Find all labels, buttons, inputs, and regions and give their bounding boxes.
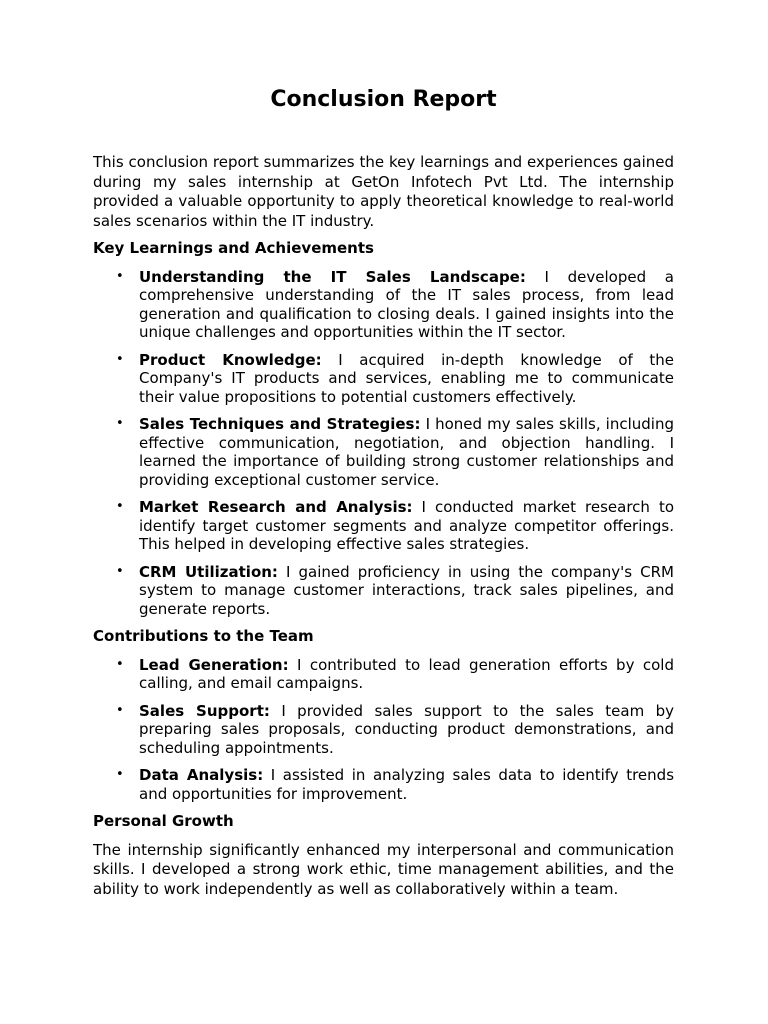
item-term: CRM Utilization: [139,562,278,581]
item-term: Product Knowledge: [139,350,322,369]
intro-paragraph: This conclusion report summarizes the key learnings and experiences gained during my sales internship at GetOn Infotech Pvt Ltd. The internship provided a valuable opportunity to apply theoretical knowledge to real-world sales scenarios within the IT industry. [93,153,674,230]
bullet-icon: • [116,499,124,514]
page-title: Conclusion Report [270,87,497,112]
item-term: Sales Techniques and Strategies: [139,415,421,433]
bullet-icon: • [116,563,124,579]
item-text: I gained proficiency in using the company's CRM system to manage customer interactions, track sales pipelines, and generate reports. [139,562,674,618]
list-item [116,562,674,619]
list-item [116,350,674,407]
list-item [116,498,674,554]
list-item [116,701,675,758]
bullet-icon: • [116,702,124,718]
bullet-icon: • [116,351,124,367]
item-term: Market Research and Analysis: [139,498,413,516]
document-body [93,153,674,899]
item-text: I acquired in-depth knowledge of the Company's IT products and services, enabling me to communicate their value propositions to potential customers effectively. [139,350,674,406]
section-heading-contributions: Contributions to the Team [93,627,314,645]
bullet-icon: • [116,656,124,672]
item-text: I provided sales support to the sales team by preparing sales proposals, conducting product demonstrations, and scheduling appointments. [139,701,675,757]
item-term: Lead Generation: [139,655,289,674]
item-term: Understanding the IT Sales Landscape: [139,267,526,286]
bullet-icon: • [116,268,124,284]
list-item [116,267,674,342]
list-item [116,655,674,693]
bullet-icon: • [116,416,124,431]
contributions-list [93,656,674,804]
item-text: I developed a comprehensive understanding of the IT sales process, from lead generation and qualification to closing deals. I gained insights into the unique challenges and opportunities within the IT sector. [139,267,674,341]
item-text: I assisted in analyzing sales data to identify trends and opportunities for improvement. [139,766,675,803]
item-text: I conducted market research to identify target customer segments and analyze competitor offerings. This helped in developing effective sales strategies. [139,498,674,553]
section-heading-personal-growth: Personal Growth [93,812,234,830]
list-item [116,766,675,803]
section-heading-key-learnings: Key Learnings and Achievements [93,239,374,257]
key-learnings-list [93,268,674,619]
item-text: I contributed to lead generation efforts by cold calling, and email campaigns. [139,655,674,692]
item-term: Data Analysis: [139,766,264,784]
list-item [116,415,674,489]
item-term: Sales Support: [139,701,270,720]
item-text: I honed my sales skills, including effective communication, negotiation, and objection handling. I learned the importance of building strong customer relationships and providing exceptional customer service. [139,415,674,489]
bullet-icon: • [116,767,124,782]
personal-growth-paragraph: The internship significantly enhanced my interpersonal and communication skills. I developed a strong work ethic, time management abilities, and the ability to work independently as well as collaboratively within a team. [93,840,674,898]
